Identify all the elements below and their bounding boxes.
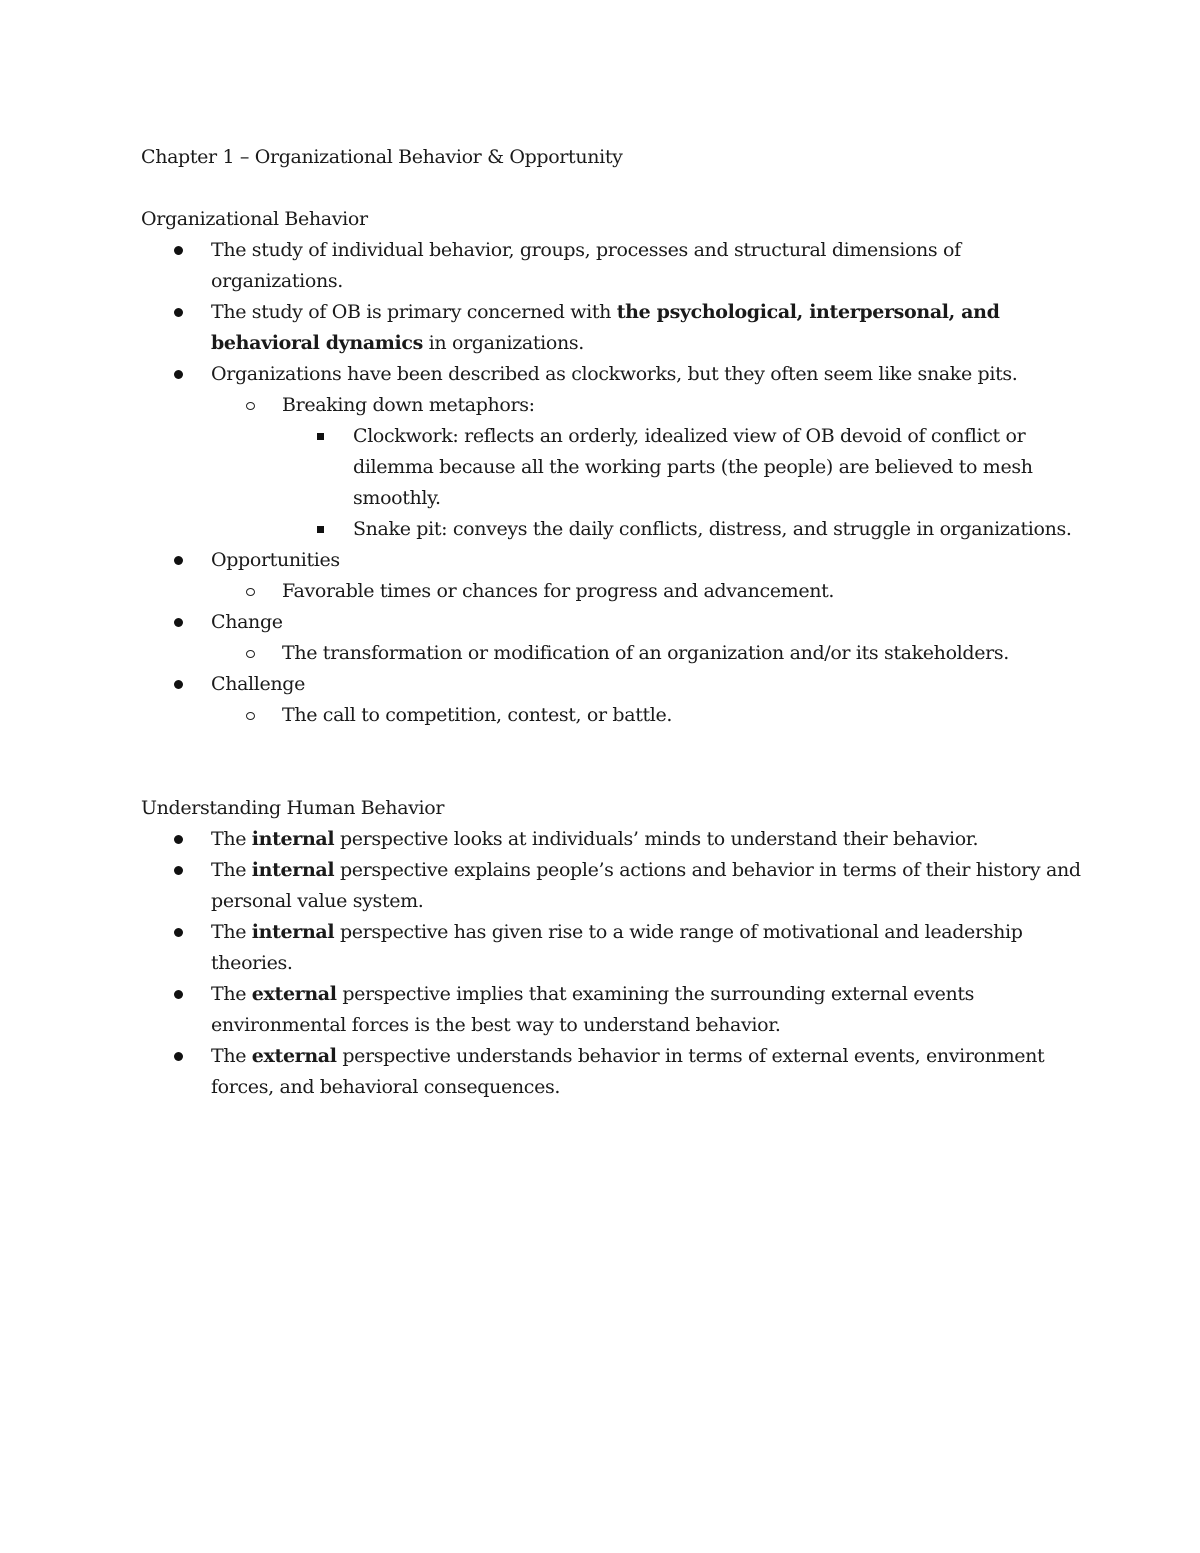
section-heading-understanding-human-behavior: Understanding Human Behavior	[141, 797, 445, 819]
square-bullet-icon	[317, 514, 324, 545]
bold-phrase: internal	[251, 921, 335, 943]
spacer	[141, 173, 1081, 204]
bold-phrase: external	[251, 983, 337, 1005]
square-bullet-icon	[317, 421, 324, 452]
bullet-icon	[174, 979, 183, 1010]
bullet-icon	[174, 669, 183, 700]
bold-phrase: internal	[251, 859, 335, 881]
circle-bullet-icon	[246, 576, 255, 607]
sub-list-item: Favorable times or chances for progress and advancement.	[141, 576, 1081, 607]
document-title: Chapter 1 – Organizational Behavior & Opportunity	[141, 146, 623, 168]
list-item: Change	[141, 607, 1081, 638]
list-item: Organizations have been described as clockworks, but they often seem like snake pits.	[141, 359, 1081, 390]
list-item: The external perspective understands behavior in terms of external events, environment forces, and behavioral consequences.	[141, 1041, 1081, 1103]
organizational-behavior-list	[141, 235, 1081, 731]
circle-bullet-icon	[246, 638, 255, 669]
sub-list-item: The transformation or modification of an organization and/or its stakeholders.	[141, 638, 1081, 669]
bullet-icon	[174, 359, 183, 390]
bold-phrase: external	[251, 1045, 337, 1067]
bold-phrase: the psychological, interpersonal, and behavioral dynamics	[211, 301, 1000, 354]
list-item: The external perspective implies that examining the surrounding external events environmental forces is the best way to understand behavior.	[141, 979, 1081, 1041]
list-item: Opportunities	[141, 545, 1081, 576]
sub-sub-list-item: Clockwork: reflects an orderly, idealized view of OB devoid of conflict or dilemma because all the working parts (the people) are believed to mesh smoothly.	[141, 421, 1081, 514]
bullet-icon	[174, 824, 183, 855]
list-item: The study of OB is primary concerned with the psychological, interpersonal, and behavioral dynamics in organizations.	[141, 297, 1081, 359]
list-item: The internal perspective explains people’s actions and behavior in terms of their history and personal value system.	[141, 855, 1081, 917]
circle-bullet-icon	[246, 700, 255, 731]
spacer	[141, 731, 1081, 793]
bullet-icon	[174, 235, 183, 266]
list-item: The internal perspective looks at individuals’ minds to understand their behavior.	[141, 824, 1081, 855]
list-item: The internal perspective has given rise to a wide range of motivational and leadership theories.	[141, 917, 1081, 979]
sub-list-item: The call to competition, contest, or battle.	[141, 700, 1081, 731]
sub-sub-list-item: Snake pit: conveys the daily conflicts, distress, and struggle in organizations.	[141, 514, 1081, 545]
circle-bullet-icon	[246, 390, 255, 421]
bullet-icon	[174, 855, 183, 886]
bullet-icon	[174, 297, 183, 328]
bullet-icon	[174, 917, 183, 948]
sub-list-item: Breaking down metaphors:	[141, 390, 1081, 421]
bold-phrase: internal	[251, 828, 335, 850]
bullet-icon	[174, 1041, 183, 1072]
document-page	[141, 142, 1081, 1103]
understanding-human-behavior-list	[141, 824, 1081, 1103]
bullet-icon	[174, 607, 183, 638]
section-heading-organizational-behavior: Organizational Behavior	[141, 208, 368, 230]
list-item: The study of individual behavior, groups, processes and structural dimensions of organizations.	[141, 235, 1081, 297]
list-item: Challenge	[141, 669, 1081, 700]
bullet-icon	[174, 545, 183, 576]
